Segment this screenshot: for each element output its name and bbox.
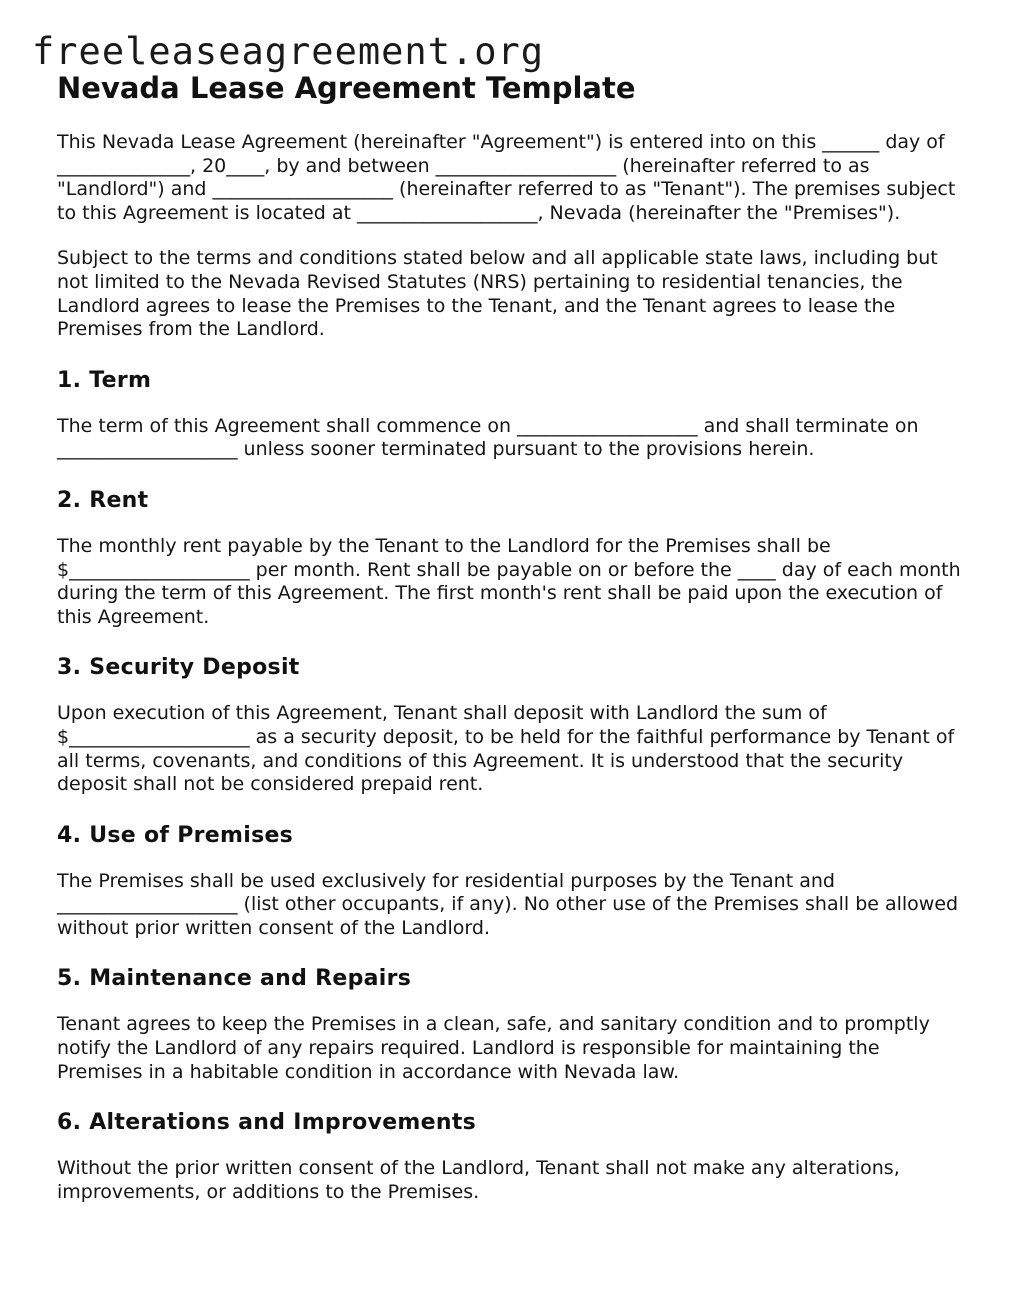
section-body-rent: The monthly rent payable by the Tenant to the Landlord for the Premises shall be $___________________ per month. Rent shall be payable on or before the ____ day of each month during the term of this Agreement. The first month's rent shall be paid upon the execution of this Agreement. bbox=[57, 534, 961, 628]
section-heading-maintenance: 5. Maintenance and Repairs bbox=[57, 966, 412, 992]
intro-paragraph: This Nevada Lease Agreement (hereinafter "Agreement") is entered into on this ______ day of ______________, 20____, by and between ___________________ (hereinafter referred to as "Landlord") and ___________________ (hereinafter referred to as "Tenant"). The premises subject to this Agreement is located at ___________________, Nevada (hereinafter the "Premises"). bbox=[57, 131, 956, 224]
section-body-alterations: Without the prior written consent of the Landlord, Tenant shall not make any alterations, improvements, or additions to the Premises. bbox=[57, 1157, 900, 1203]
intro-paragraph: Subject to the terms and conditions stated below and all applicable state laws, including but not limited to the Nevada Revised Statutes (NRS) pertaining to residential tenancies, the Landlord agrees to lease the Premises to the Tenant, and the Tenant agrees to lease the Premises from the Landlord. bbox=[57, 247, 938, 341]
section-body-term: The term of this Agreement shall commence on ___________________ and shall terminate on ___________________ unless sooner terminated pursuant to the provisions herein. bbox=[57, 414, 919, 461]
section-heading-term: 1. Term bbox=[57, 367, 152, 393]
site-watermark: freeleaseagreement.org bbox=[32, 30, 545, 73]
lease-document bbox=[57, 68, 967, 1204]
section-body-use-of-premises: The Premises shall be used exclusively for residential purposes by the Tenant and ___________________ (list other occupants, if any). No other use of the Premises shall be allowed without prior written consent of the Landlord. bbox=[57, 869, 959, 939]
section-body-maintenance: Tenant agrees to keep the Premises in a clean, safe, and sanitary condition and to promptly notify the Landlord of any repairs required. Landlord is responsible for maintaining the Premises in a habitable condition in accordance with Nevada law. bbox=[57, 1013, 930, 1083]
section-body-security-deposit: Upon execution of this Agreement, Tenant shall deposit with Landlord the sum of $___________________ as a security deposit, to be held for the faithful performance by Tenant of all terms, covenants, and conditions of this Agreement. It is understood that the security deposit shall not be considered prepaid rent. bbox=[57, 702, 955, 796]
section-heading-rent: 2. Rent bbox=[57, 487, 149, 513]
section-heading-use-of-premises: 4. Use of Premises bbox=[57, 822, 294, 848]
section-heading-security-deposit: 3. Security Deposit bbox=[57, 655, 300, 681]
document-title: Nevada Lease Agreement Template bbox=[57, 71, 636, 105]
section-heading-alterations: 6. Alterations and Improvements bbox=[57, 1110, 477, 1136]
